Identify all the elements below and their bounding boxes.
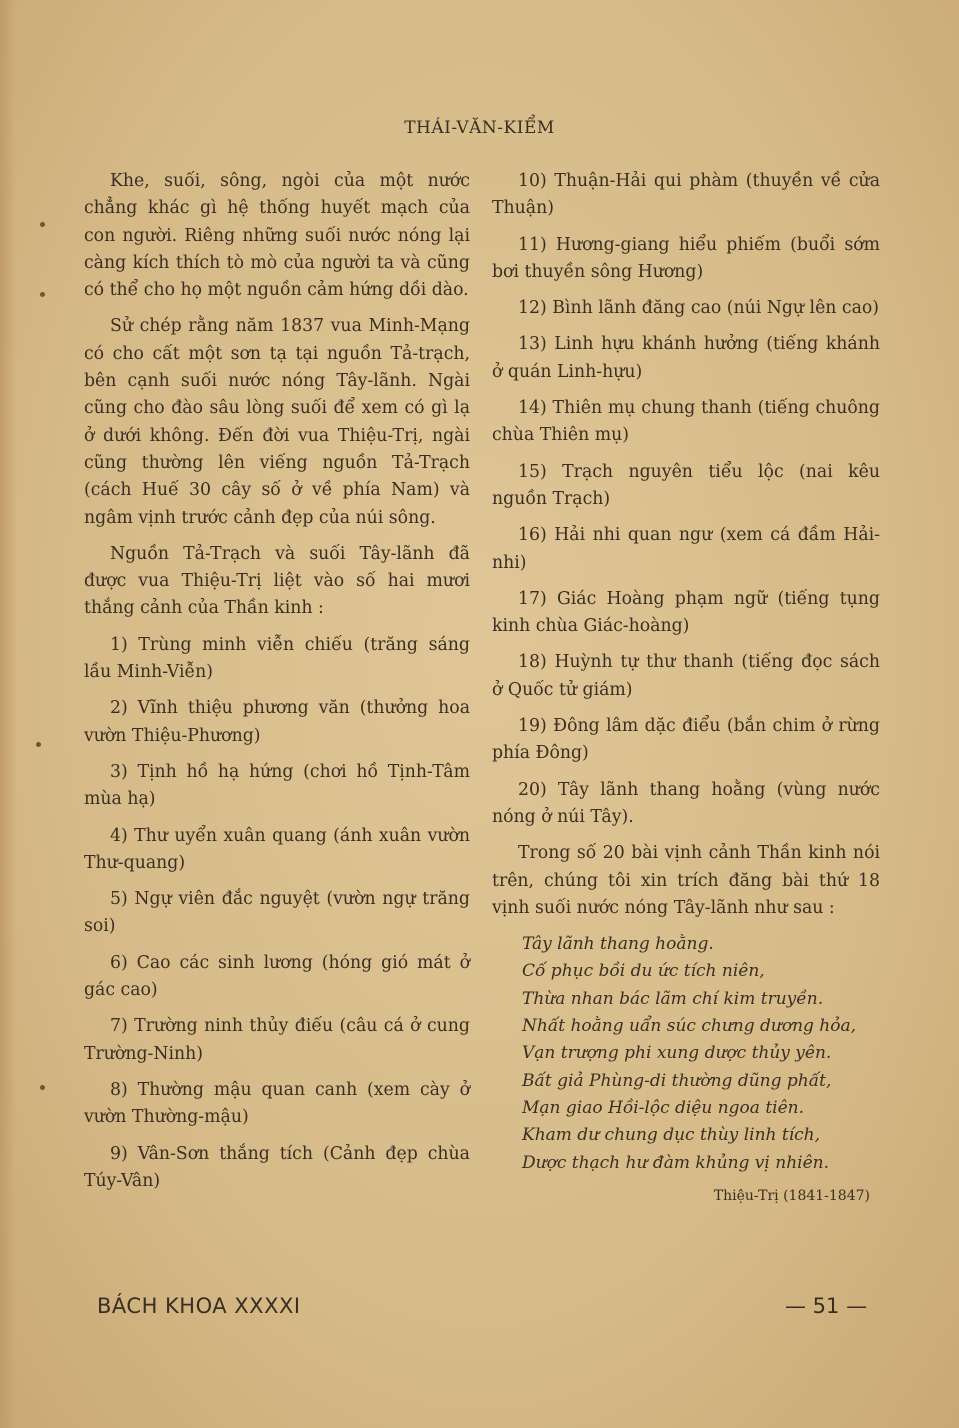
list-item: 6) Cao các sinh lương (hóng gió mát ở gác cao) <box>84 952 470 1001</box>
list-item: 2) Vĩnh thiệu phương văn (thưởng hoa vườn Thiệu-Phương) <box>84 698 470 746</box>
list-item: 16) Hải nhi quan ngư (xem cá đầm Hải-nhi) <box>492 525 880 573</box>
binding-hole-mark <box>36 742 41 747</box>
list-item: 13) Linh hựu khánh hưởng (tiếng khánh ở quán Linh-hựu) <box>492 334 880 382</box>
list-item: 15) Trạch nguyên tiểu lộc (nai kêu nguồn Trạch) <box>492 461 880 509</box>
paragraph: Nguồn Tả-Trạch và suối Tây-lãnh đã được vua Thiệu-Trị liệt vào số hai mươi thắng cảnh của Thần kinh : <box>84 543 470 619</box>
list-item: 12) Bình lãnh đăng cao (núi Ngự lên cao) <box>518 298 880 319</box>
list-item: 19) Đông lâm dặc điểu (bắn chim ở rừng phía Đông) <box>492 716 880 764</box>
list-item: 18) Huỳnh tự thư thanh (tiếng đọc sách ở Quốc tử giám) <box>492 652 880 700</box>
poem-line: Bất giả Phùng-di thường dũng phất, <box>522 1070 832 1091</box>
list-item: 10) Thuận-Hải qui phàm (thuyền về cửa Thuận) <box>492 171 880 219</box>
list-item: 8) Thường mậu quan canh (xem cày ở vườn Thường-mậu) <box>84 1079 470 1128</box>
poem <box>522 931 880 1177</box>
list-item: 11) Hương-giang hiểu phiếm (buổi sớm bơi thuyền sông Hương) <box>492 234 880 282</box>
journal-footer: BÁCH KHOA XXXXI <box>97 1294 301 1318</box>
paragraph: Sử chép rằng năm 1837 vua Minh-Mạng có cho cất một sơn tạ tại nguồn Tả-trạch, bên cạnh suối nước nóng Tây-lãnh. Ngài cũng cho đào sâu lòng suối để xem có gì lạ ở dưới không. Đến đời vua Thiệu-Trị, ngài cũng thường lên viếng nguồn Tả-Trạch (cách Huế 30 cây số ở về phía Nam) và ngâm vịnh trước cảnh đẹp của núi sông. <box>84 316 470 528</box>
list-item: 20) Tây lãnh thang hoằng (vùng nước nóng ở núi Tây). <box>492 779 880 827</box>
poem-line: Mạn giao Hồi-lộc diệu ngoa tiên. <box>522 1097 805 1118</box>
paragraph: Trong số 20 bài vịnh cảnh Thần kinh nói trên, chúng tôi xin trích đăng bài thứ 18 vịnh suối nước nóng Tây-lãnh như sau : <box>492 843 880 918</box>
list-item: 7) Trường ninh thủy điếu (câu cá ở cung Trường-Ninh) <box>84 1016 470 1064</box>
list-item: 14) Thiên mụ chung thanh (tiếng chuông chùa Thiên mụ) <box>492 398 880 446</box>
list-item: 4) Thư uyển xuân quang (ánh xuân vườn Thư-quang) <box>84 825 470 873</box>
poem-line: Cố phục bồi du ức tích niên, <box>522 961 765 982</box>
list-item: 17) Giác Hoàng phạm ngữ (tiếng tụng kinh chùa Giác-hoàng) <box>492 588 880 637</box>
poem-line: Kham dư chung dục thùy linh tích, <box>522 1125 821 1146</box>
list-item: 1) Trùng minh viễn chiếu (trăng sáng lầu Minh-Viễn) <box>84 634 470 683</box>
running-head: THÁI-VĂN-KIỂM <box>404 118 555 138</box>
binding-hole-mark <box>40 222 45 227</box>
right-column <box>492 168 880 1210</box>
list-item: 5) Ngự viên đắc nguyệt (vườn ngự trăng soi) <box>84 889 470 937</box>
page-edge-shadow <box>0 0 16 1428</box>
list-item: 9) Vân-Sơn thắng tích (Cảnh đẹp chùa Túy-Vân) <box>84 1143 470 1191</box>
poem-line: Nhất hoằng uẩn súc chưng dương hỏa, <box>522 1016 857 1037</box>
left-column <box>84 168 470 1204</box>
list-item: 3) Tịnh hồ hạ hứng (chơi hồ Tịnh-Tâm mùa hạ) <box>84 761 470 810</box>
binding-hole-mark <box>40 1085 45 1090</box>
page-number: — 51 — <box>785 1294 868 1318</box>
poem-line: Thừa nhan bác lãm chí kim truyền. <box>522 988 824 1009</box>
poem-line: Vạn trượng phi xung dược thủy yên. <box>522 1043 832 1064</box>
poem-line: Tây lãnh thang hoằng. <box>522 934 714 955</box>
paragraph: Khe, suối, sông, ngòi của một nước chẳng khác gì hệ thống huyết mạch của con người. Riêng những suối nước nóng lại càng kích thích tò mò của người ta và cũng có thể cho họ một nguồn cảm hứng dồi dào. <box>84 171 470 301</box>
poem-attribution: Thiệu-Trị (1841-1847) <box>713 1187 870 1204</box>
poem-line: Dược thạch hư đàm khủng vị nhiên. <box>522 1152 829 1173</box>
binding-hole-mark <box>40 292 45 297</box>
